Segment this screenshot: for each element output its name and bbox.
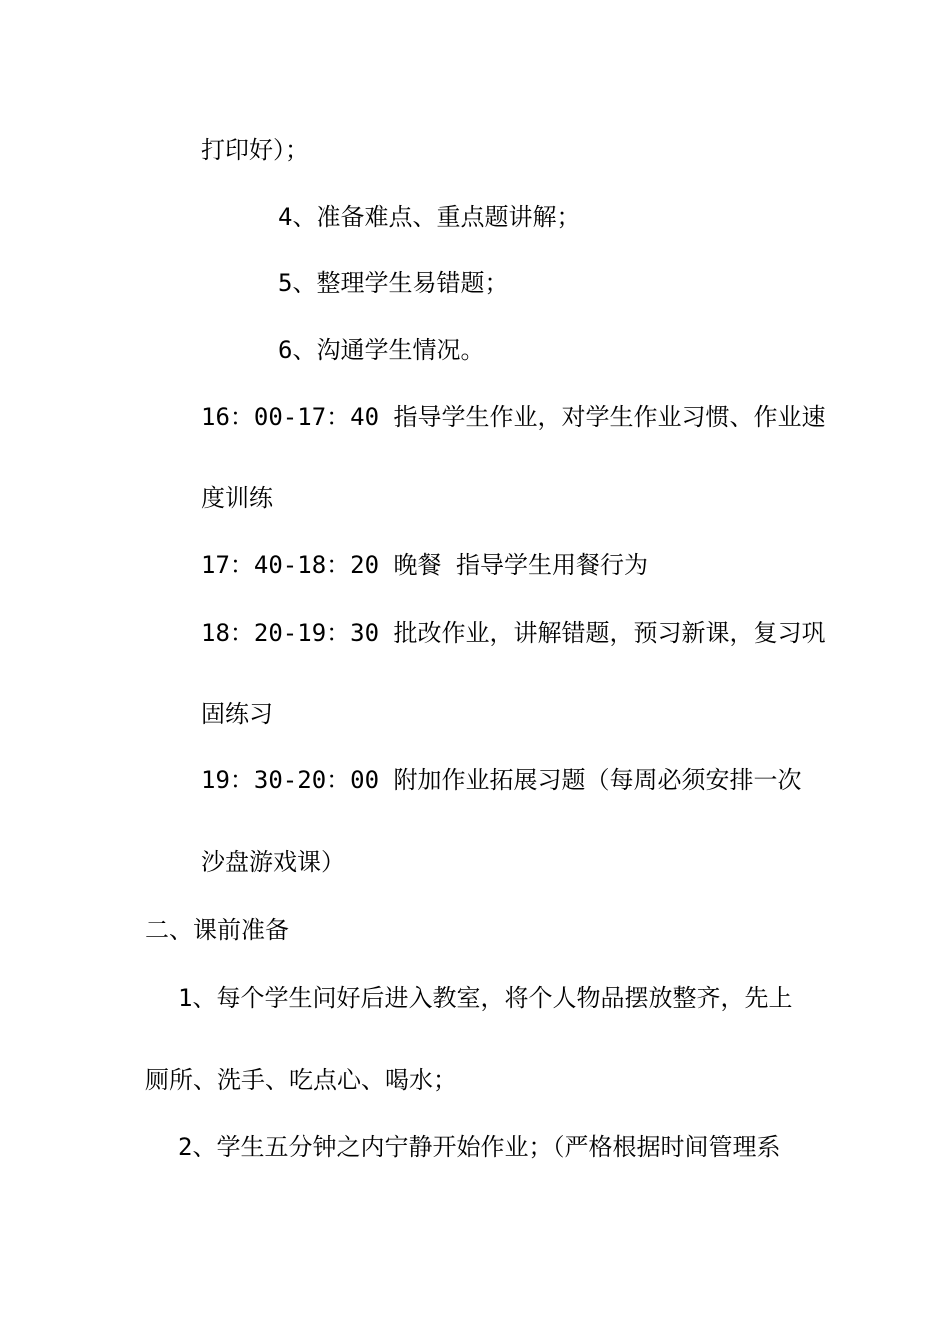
list-item-4: 4、准备难点、重点题讲解； (278, 203, 581, 231)
list-item-6: 6、沟通学生情况。 (278, 336, 485, 364)
schedule-1930-line: 19：30-20：00 附加作业拓展习题（每周必须安排一次 (201, 766, 802, 794)
schedule-1820-line: 18：20-19：30 批改作业，讲解错题，预习新课，复习巩 (201, 619, 826, 647)
schedule-1600-continuation: 度训练 (201, 484, 273, 512)
schedule-1600-line: 16：00-17：40 指导学生作业，对学生作业习惯、作业速 (201, 403, 826, 431)
schedule-1740-line: 17：40-18：20 晚餐 指导学生用餐行为 (201, 551, 648, 579)
prep-item-1: 1、每个学生问好后进入教室，将个人物品摆放整齐，先上 (178, 984, 793, 1012)
prep-item-2: 2、学生五分钟之内宁静开始作业；（严格根据时间管理系 (178, 1133, 781, 1161)
list-item-5: 5、整理学生易错题； (278, 269, 509, 297)
section-heading-2: 二、课前准备 (145, 916, 289, 944)
prep-item-1-continuation: 厕所、洗手、吃点心、喝水； (145, 1066, 457, 1094)
schedule-1820-continuation: 固练习 (201, 700, 273, 728)
schedule-1930-continuation: 沙盘游戏课） (201, 848, 345, 876)
text-line-print-continuation: 打印好）； (201, 136, 309, 164)
